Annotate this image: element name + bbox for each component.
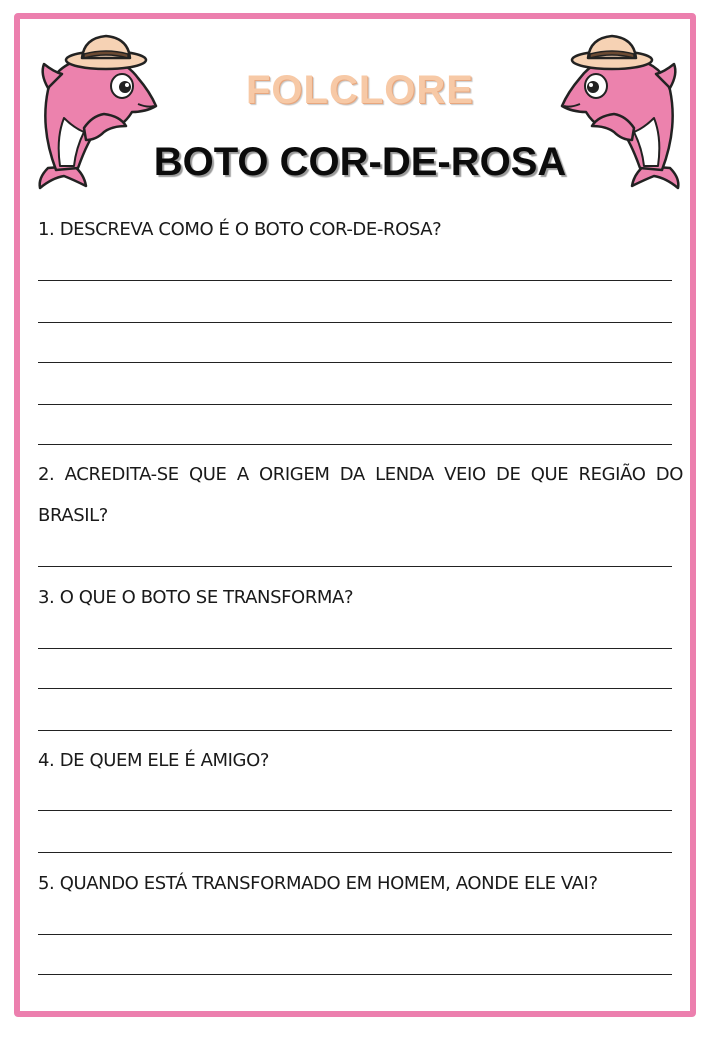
worksheet-title: BOTO COR-DE-ROSA: [153, 140, 567, 184]
answer-line[interactable]: [38, 934, 672, 935]
answer-line[interactable]: [38, 810, 672, 811]
question-1: 1. DESCREVA COMO É O BOTO COR-DE-ROSA?: [38, 219, 442, 240]
answer-line[interactable]: [38, 730, 672, 731]
worksheet-subtitle: FOLCLORE: [246, 68, 474, 112]
answer-line[interactable]: [38, 362, 672, 363]
question-5: 5. QUANDO ESTÁ TRANSFORMADO EM HOMEM, AONDE ELE VAI?: [38, 873, 598, 894]
question-2-line-1: 2. ACREDITA-SE QUE A ORIGEM DA LENDA VEIO DE QUE REGIÃO DO: [38, 464, 683, 485]
answer-line[interactable]: [38, 280, 672, 281]
question-3: 3. O QUE O BOTO SE TRANSFORMA?: [38, 587, 354, 608]
answer-line[interactable]: [38, 648, 672, 649]
answer-line[interactable]: [38, 974, 672, 975]
answer-line[interactable]: [38, 444, 672, 445]
answer-line[interactable]: [38, 566, 672, 567]
question-4: 4. DE QUEM ELE É AMIGO?: [38, 750, 270, 771]
answer-line[interactable]: [38, 404, 672, 405]
answer-line[interactable]: [38, 688, 672, 689]
question-2-line-2: BRASIL?: [38, 505, 108, 526]
answer-line[interactable]: [38, 322, 672, 323]
answer-line[interactable]: [38, 852, 672, 853]
